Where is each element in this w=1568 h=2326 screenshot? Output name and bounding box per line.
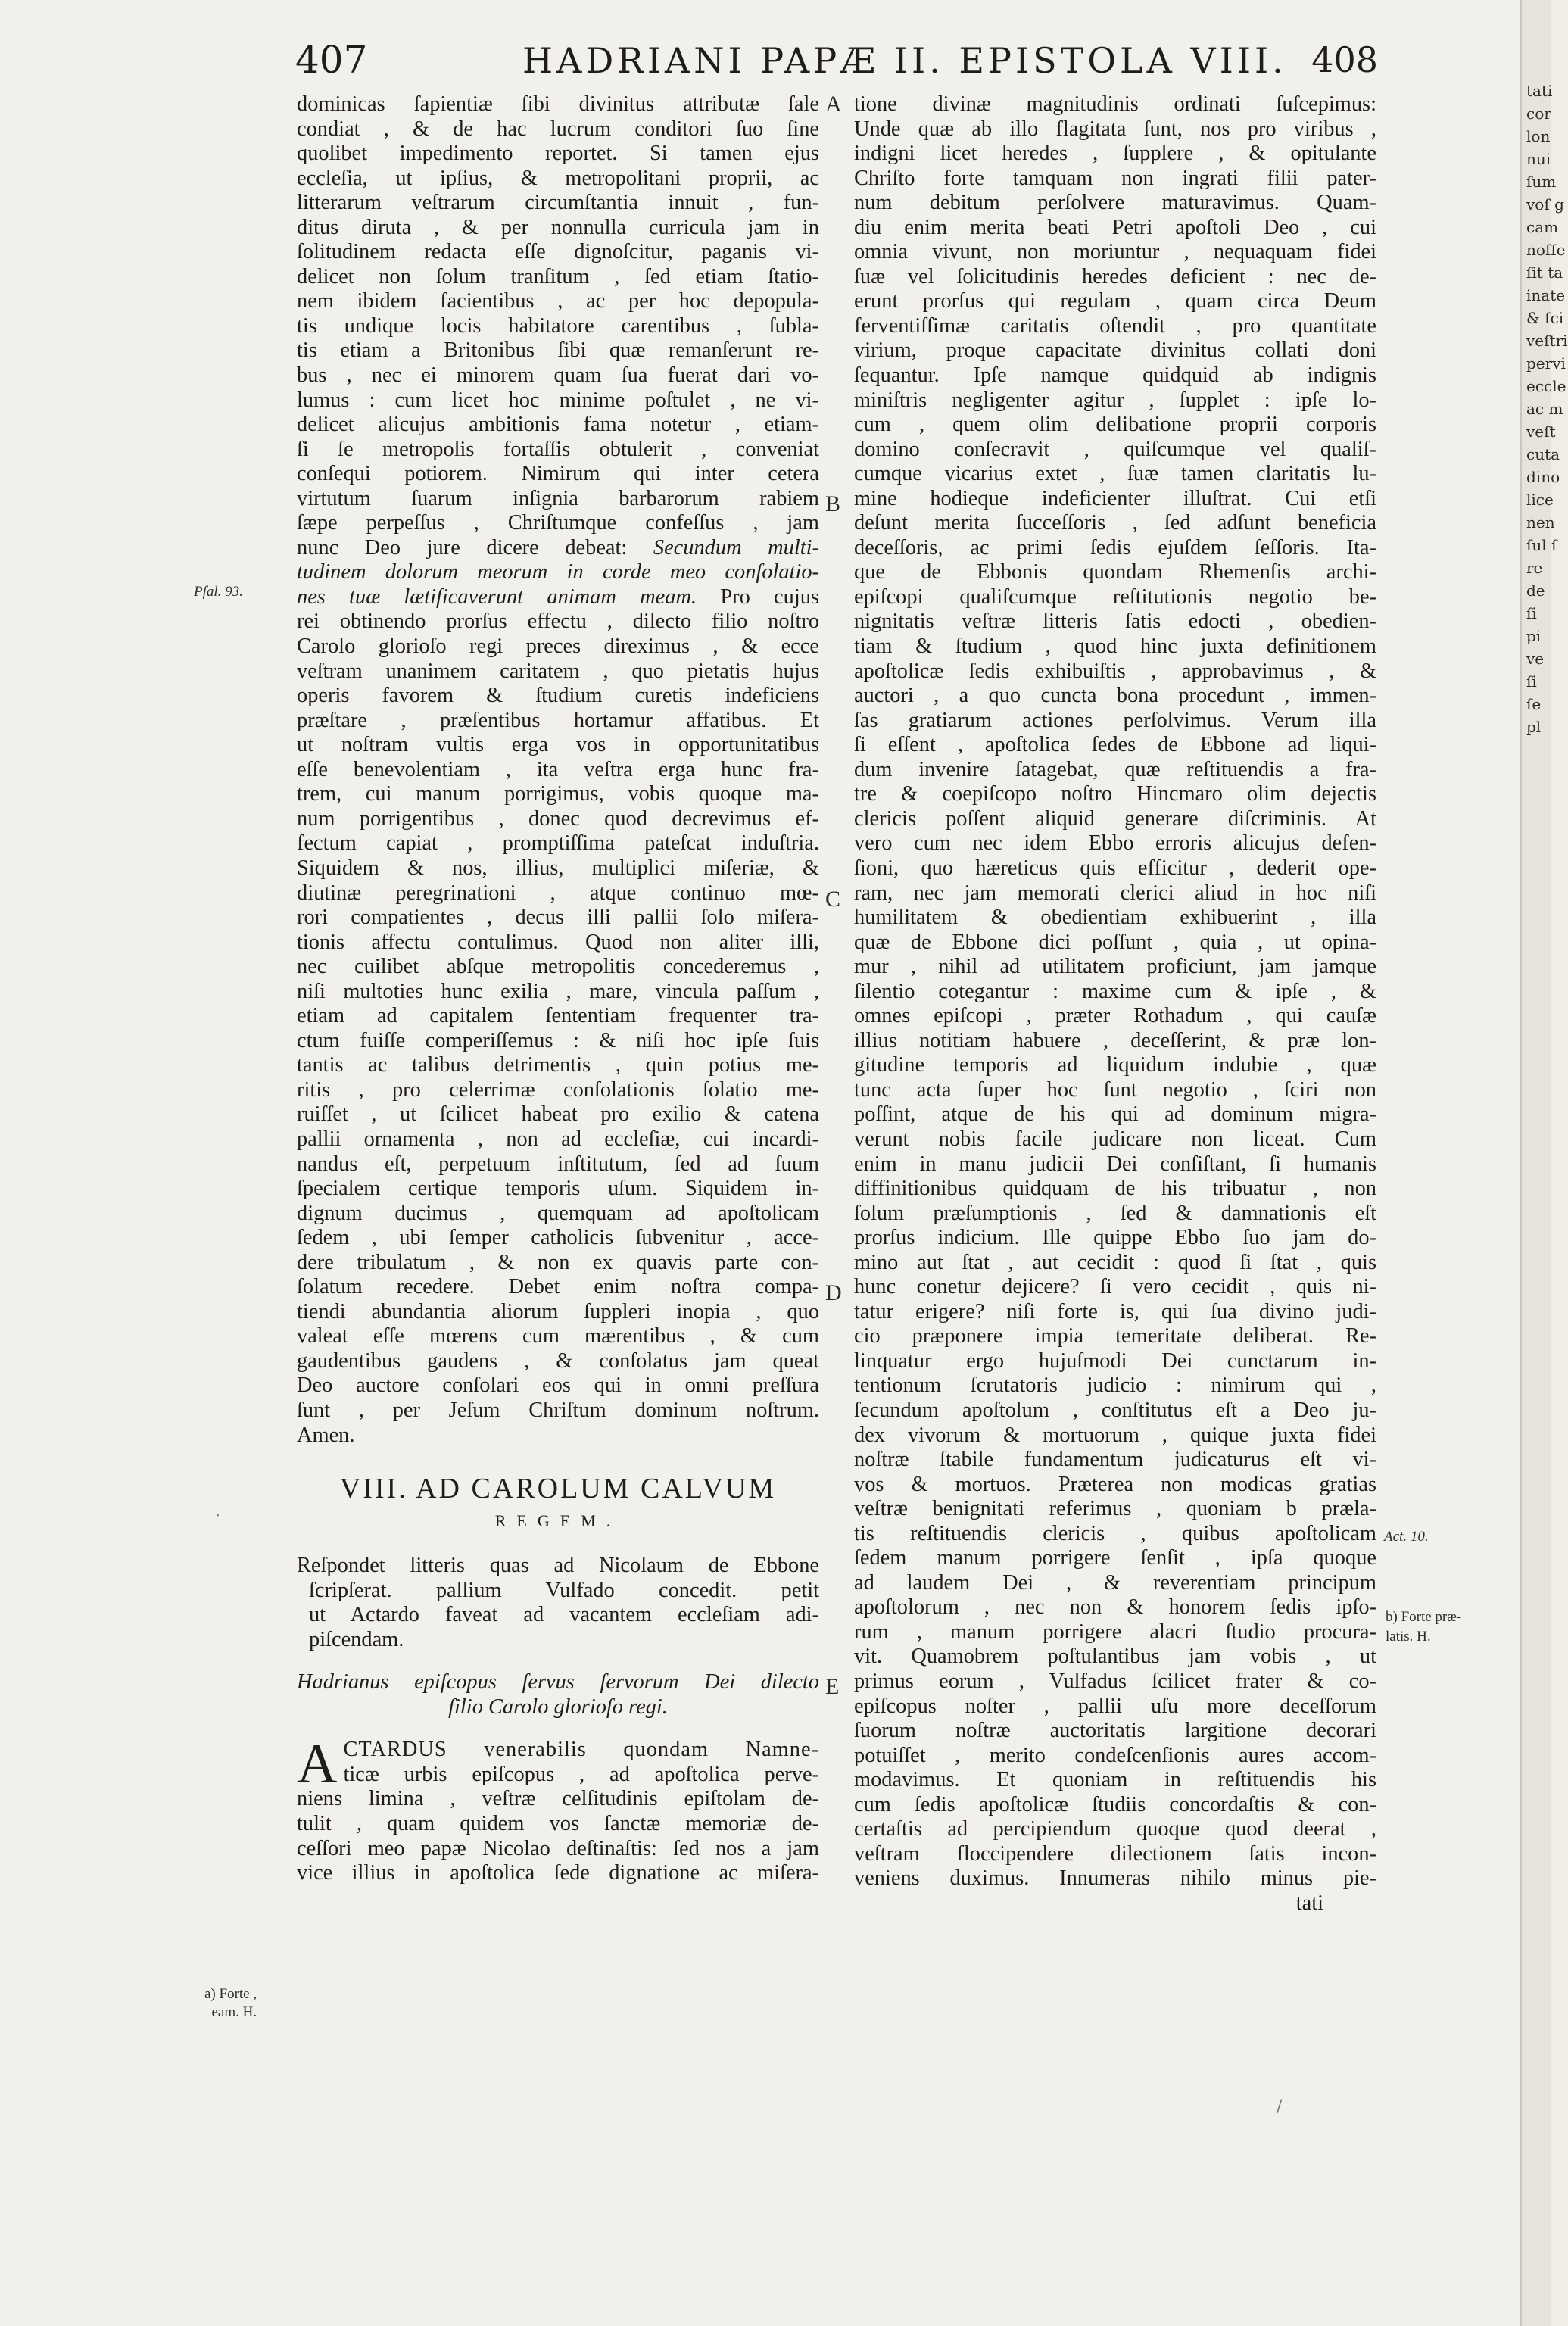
text-line: prorſus indicium. Ille quippe Ebbo ſuo jam do-	[854, 1226, 1376, 1250]
text-line: illius notitiam habuere , deceſſerint, & præ lon-	[854, 1028, 1376, 1052]
text-line: apoſtolicæ ſedis exhibuiſtis , approbavimus , &	[854, 659, 1376, 683]
text-line: Siquidem & nos, illius, multiplici miſeriæ, &	[297, 856, 819, 880]
text-line: ad laudem Dei , & reverentiam principum	[854, 1570, 1376, 1595]
edge-fragment: ve	[1526, 650, 1545, 668]
text-line: mur , nihil ad utilitatem proficiunt, jam jamque	[854, 955, 1376, 979]
right-column	[854, 92, 1376, 1916]
address-line: filio Carolo glorioſo regi.	[448, 1695, 668, 1719]
text-line: vos & mortuos. Præterea non modicas gratias	[854, 1472, 1376, 1496]
text-line: diffinitionibus quidquam de his tribuatur , non	[854, 1177, 1376, 1201]
page-header	[295, 33, 1378, 86]
text-line: valeat eſſe mœrens cum mærentibus , & cum	[297, 1324, 819, 1349]
summary-line: ſcripſerat. pallium Vulfado concedit. petit	[309, 1578, 819, 1602]
text-line: tantis ac talibus detrimentis , quin potius me-	[297, 1053, 819, 1077]
text-line: cumque vicarius extet , ſuæ tamen claritatis lu-	[854, 462, 1376, 486]
scripture-quote: tudinem dolorum meorum in corde meo conſolatio-	[297, 560, 819, 585]
text-line: ſilentio cotegantur : maxime cum & ipſe , &	[854, 979, 1376, 1003]
edge-fragment: ſi	[1526, 604, 1537, 622]
edge-fragment: nui	[1526, 150, 1551, 168]
scripture-quote: Secundum multi-	[653, 535, 819, 560]
text-line: gaudentibus gaudens , & conſolatus jam queat	[297, 1349, 819, 1373]
text-line: fectum capiat , promptiſſima pateſcat induſtria.	[297, 831, 819, 856]
letter-address	[297, 1670, 819, 1720]
text-line: eſſe benevolentiam , ita veſtra erga hunc fra-	[297, 757, 819, 781]
text-line: enim in manu judicii Dei conſiſtant, ſi humanis	[854, 1152, 1376, 1176]
text-line: dum invenire ſatagebat, quæ reſtituendis a fra-	[854, 757, 1376, 781]
edge-fragment: ſe	[1526, 695, 1542, 713]
text-line: ſpecialem certique temporis uſum. Siquidem in-	[297, 1177, 819, 1201]
edge-fragment: pervi	[1526, 354, 1566, 373]
text-line: bus , nec ei minorem quam ſua fuerat dari vo-	[297, 363, 819, 388]
text-line: ritis , pro celerrimæ conſolationis ſolatio me-	[297, 1077, 819, 1102]
text-line: rei obtinendo prorſus effectu , dilecto filio noſtro	[297, 610, 819, 634]
text-line: ſuorum noſtræ auctoritatis largitione decorari	[854, 1719, 1376, 1743]
text-line: noſtræ ſtabile fundamentum judicaturus eſt vi-	[854, 1448, 1376, 1472]
edge-fragment: dino	[1526, 468, 1560, 486]
text-line: virium, proque capacitate divinitus collati doni	[854, 338, 1376, 363]
catchword: tati	[1295, 1891, 1323, 1915]
text-line: dex vivorum & mortuorum , quique juxta fidei	[854, 1423, 1376, 1447]
text-line: gitudine temporis ad liquidum indubie , quæ	[854, 1053, 1376, 1077]
edge-fragment: re	[1526, 559, 1543, 577]
text-line: ſioni, quo hæreticus quis efficitur , dederit ope-	[854, 856, 1376, 880]
text-line: modavimus. Et quoniam in reſtituendis his	[854, 1768, 1376, 1792]
text-line: diu enim merita beati Petri apoſtoli Deo , cui	[854, 215, 1376, 239]
text-line: cum ſedis apoſtolicæ ſtudiis concordaſtis & con-	[854, 1792, 1376, 1816]
text-line: hunc conetur dejicere? ſi vero cecidit , quis ni-	[854, 1275, 1376, 1299]
text-line: eccleſia, ut ipſius, & metropolitani proprii, ac	[297, 166, 819, 190]
text-line: deſunt merita ſucceſſoris , ſed adſunt beneficia	[854, 511, 1376, 535]
text-line: dominicas ſapientiæ ſibi divinitus attributæ ſale	[297, 92, 819, 116]
text-line: que de Ebbonis quondam Rhemenſis archi-	[854, 560, 1376, 585]
text-line: nem ibidem facientibus , ac per hoc depopula-	[297, 289, 819, 313]
text-line: ſuæ vel ſolicitudinis heredes deficient : nec de-	[854, 264, 1376, 288]
text-line: mine hodieque indeficienter illuſtrat. Cui etſi	[854, 486, 1376, 510]
edge-fragment: tati	[1526, 82, 1553, 100]
text-line: ſolitudinem redacta eſſe dignoſcitur, paganis vi-	[297, 240, 819, 264]
text-line: pallii ornamenta , non ad eccleſiæ, cui incardi-	[297, 1127, 819, 1151]
edge-fragment: ſit ta	[1526, 263, 1563, 282]
edge-fragment: & ſci	[1526, 309, 1564, 327]
text-line: auctori , a quo cuncta bona procedunt , immen-	[854, 684, 1376, 708]
text-line: ticæ urbis epiſcopus , ad apoſtolica perve-	[343, 1762, 819, 1786]
text-line: rori compatientes , decus illi pallii ſolo miſera-	[297, 906, 819, 930]
drop-cap: A	[297, 1733, 338, 1796]
text-line: virtutum ſuarum inſignia barbarorum rabiem	[297, 486, 819, 510]
text-line: primus eorum , Vulfadus ſcilicet frater & co-	[854, 1670, 1376, 1693]
text-line: tre & coepiſcopo noſtro Hincmaro olim dejectis	[854, 782, 1376, 806]
section-mark-b: B	[825, 491, 841, 516]
letter-heading: VIII. AD CAROLUM CALVUM	[339, 1473, 777, 1505]
text-line: mino aut ſtat , aut cecidit : quod ſi ſtat , quis	[854, 1250, 1376, 1274]
text-line: delicet alicujus ambitionis fama notetur , etiam-	[297, 413, 819, 437]
text-line: Amen.	[297, 1423, 355, 1447]
text-line: veſtræ benignitati referimus , quoniam b præla-	[854, 1497, 1376, 1521]
edge-fragment: veſtri	[1526, 332, 1568, 350]
text-line: tatur erigere? niſi forte is, qui ſua divino judi-	[854, 1299, 1376, 1324]
text-line: rum , manum porrigere alacri ſtudio procura-	[854, 1620, 1376, 1644]
text-line: cio præponere impia temeritate deliberat. Re-	[854, 1324, 1376, 1349]
section-mark-a: A	[825, 92, 842, 117]
text-line: vero cum nec idem Ebbo erroris alicujus defen-	[854, 831, 1376, 856]
edge-fragment: eccle	[1526, 377, 1566, 395]
edge-fragment: nen	[1526, 513, 1555, 532]
edge-fragment: lon	[1526, 127, 1551, 145]
text-line: quolibet impedimento reportet. Si tamen ejus	[297, 142, 819, 166]
text-line: veſtram floccipendere dilectionem ſatis incon-	[854, 1841, 1376, 1866]
text-line: linquatur ergo hujuſmodi Dei cunctarum in-	[854, 1349, 1376, 1373]
text-line: niens limina , veſtræ celſitudinis epiſtolam de-	[297, 1787, 819, 1811]
edge-fragment: lice	[1526, 491, 1554, 509]
text-line: tionis affectu contulimus. Quod non aliter illi,	[297, 930, 819, 954]
text-line: ſi ſe metropolis fortaſſis obtulerit , conveniat	[297, 437, 819, 461]
text-line: erunt prorſus qui regulam , quam circa Deum	[854, 289, 1376, 313]
text-line: Carolo glorioſo regi preces direximus , & ecce	[297, 635, 819, 659]
text-line: ut noſtram vultis erga vos in opportunitatibus	[297, 733, 819, 757]
text-line: etiam ad capitalem ſententiam frequenter tra-	[297, 1004, 819, 1028]
text-line: ſi eſſent , apoſtolica ſedes de Ebbone ad liqui-	[854, 733, 1376, 757]
text-line: operis favorem & ſtudium curetis indeficiens	[297, 684, 819, 708]
text-line: miniſtris negligenter agitur , ſupplet : ipſe lo-	[854, 388, 1376, 412]
text-line: domino conſecravit , quiſcumque vel qualiſ-	[854, 437, 1376, 461]
edge-fragment: ſum	[1526, 173, 1557, 191]
text-line: diutinæ peregrinationi , atque continuo mœ-	[297, 881, 819, 905]
text-line: num porrigentibus , donec quod decrevimus ef-	[297, 806, 819, 831]
text-line: deceſſoris, ac primi ſedis ejuſdem ſeſſoris. Ita-	[854, 535, 1376, 560]
letter-subheading: REGEM.	[494, 1511, 622, 1531]
text-line: delicet non ſolum tranſitum , ſed etiam ſtatio-	[297, 264, 819, 288]
text-line: tunc acta ſuper hoc ſunt negotio , ſciri non	[854, 1077, 1376, 1102]
text-line: lumus : cum licet hoc minime poſtulet , ne vi-	[297, 388, 819, 412]
text-line: CTARDUS venerabilis quondam Namne-	[343, 1738, 819, 1762]
edge-fragment: ſi	[1526, 672, 1537, 691]
margin-note-acts: Act. 10.	[1384, 1529, 1429, 1545]
margin-tick: ·	[215, 1507, 220, 1526]
margin-note-psalm: Pſal. 93.	[194, 584, 243, 600]
text-line: num debitum perſolvere maturavimus. Quam-	[854, 191, 1376, 215]
edge-fragment: cam	[1526, 218, 1559, 236]
edge-fragment: ac m	[1526, 400, 1563, 418]
edge-fragment: noſſe	[1526, 241, 1566, 259]
text-line: condiat , & de hac lucrum conditori ſuo ſine	[297, 117, 819, 141]
section-mark-c: C	[825, 887, 841, 912]
text-line: ceſſori meo papæ Nicolao deſtinaſtis: ſed nos a jam	[297, 1836, 819, 1860]
page-number-left: 407	[295, 38, 368, 82]
left-column	[297, 92, 819, 1886]
summary-line: piſcendam.	[309, 1627, 404, 1651]
text-line: quæ de Ebbone dici poſſunt , quia , ut opina-	[854, 930, 1376, 954]
edge-fragment: de	[1526, 582, 1545, 600]
text-line: epiſcopus noſter , pallii uſu more deceſſorum	[854, 1694, 1376, 1718]
text-line: nunc Deo jure dicere debeat: Secundum multi-	[297, 535, 819, 560]
text-line: conſequi potiorem. Nimirum qui inter cetera	[297, 462, 819, 486]
summary-line: ut Actardo faveat ad vacantem eccleſiam adi-	[309, 1603, 819, 1627]
section-mark-e: E	[825, 1674, 840, 1699]
text-line: ferventiſſimæ caritatis oſtendit , pro quantitate	[854, 313, 1376, 338]
text-line: ſequantur. Ipſe namque quidquid ab indignis	[854, 363, 1376, 388]
text-line: tentionum ſcrutatoris judicio : nimirum qui ,	[854, 1373, 1376, 1398]
margin-tick: /	[1277, 2097, 1283, 2116]
text-line: ſas gratiarum actiones perſolvimus. Verum illa	[854, 708, 1376, 732]
text-line: Unde quæ ab illo flagitata ſunt, nos pro viribus ,	[854, 117, 1376, 141]
text-line: ſecundum apoſtolum , conſtitutus eſt a Deo ju-	[854, 1398, 1376, 1422]
text-line: omnes epiſcopi , præter Rothadum , qui cauſæ	[854, 1004, 1376, 1028]
edge-fragment: pi	[1526, 627, 1542, 645]
text-line: poſſint, atque de his qui ad dominum migra-	[854, 1102, 1376, 1127]
footnote-a: a) Forte , eam. H.	[204, 1986, 257, 2020]
text-line: tiendi abundantia aliorum ſuppleri inopia , quo	[297, 1299, 819, 1324]
edge-fragment: veſt	[1526, 422, 1556, 441]
edge-spacer	[1522, 0, 1551, 80]
edge-fragment: cuta	[1526, 445, 1560, 463]
text-line: ſolum præſumptionis , ſed & damnationis eſt	[854, 1201, 1376, 1225]
text-line: nandus eſt, perpetuum inſtitutum, ſed ad ſuum	[297, 1152, 819, 1176]
text-line: præſtare , præſentibus hortamur affatibus. Et	[297, 708, 819, 732]
summary-line: Reſpondet litteris quas ad Nicolaum de Ebbone	[297, 1554, 819, 1578]
text-line: vit. Quamobrem poſtulantibus jam vobis , ut	[854, 1645, 1376, 1669]
text-line: veſtram unanimem caritatem , quo pietatis hujus	[297, 659, 819, 683]
running-head: HADRIANI PAPÆ II. EPISTOLA VIII.	[522, 40, 1287, 81]
text-line: dignum ducimus , quemquam ad apoſtolicam	[297, 1201, 819, 1225]
text-line: ſedem manum porrigere ſenſit , ipſa quoque	[854, 1546, 1376, 1570]
text-line: ſæpe perpeſſus , Chriſtumque confeſſus , jam	[297, 511, 819, 535]
text-line: Deo auctore conſolari eos qui in omni preſſura	[297, 1373, 819, 1398]
text-line: tis reſtituendis clericis , quibus apoſtolicam	[854, 1521, 1376, 1545]
text-line: apoſtolorum , nec non & honorem ſedis ipſo-	[854, 1595, 1376, 1620]
text-line: litterarum veſtrarum circumſtantia innuit , fun-	[297, 191, 819, 215]
text-line: tis undique locis habitatore carentibus , ſubla-	[297, 313, 819, 338]
edge-fragment: ſul ſ	[1526, 536, 1557, 554]
text-line	[297, 560, 819, 585]
text-line: ctum fuiſſe comperiſſemus : & niſi hoc ipſe ſuis	[297, 1028, 819, 1052]
text-line: ſedem , ubi ſemper catholicis ſubvenitur , acce-	[297, 1226, 819, 1250]
text-line: ruiſſet , ut ſcilicet habeat pro exilio & catena	[297, 1102, 819, 1127]
edge-fragment: inate	[1526, 286, 1566, 304]
footnote-b-line1: b) Forte præ-	[1386, 1609, 1462, 1625]
edge-fragment: cor	[1526, 104, 1551, 123]
text-line: potuiſſet , merito condeſcenſionis aures accom-	[854, 1743, 1376, 1767]
section-mark-d: D	[825, 1280, 842, 1305]
text-line: ditus diruta , & per nonnulla curricula jam in	[297, 215, 819, 239]
text-line: trem, cui manum porrigimus, vobis quoque ma-	[297, 782, 819, 806]
text-line: omnia vivunt, non moriuntur , nequaquam fidei	[854, 240, 1376, 264]
address-line: Hadrianus epiſcopus ſervus ſervorum Dei dilecto	[297, 1670, 819, 1695]
text-line: epiſcopi qualiſcumque reſtitutionis negotio be-	[854, 585, 1376, 609]
edge-fragment: voſ g	[1526, 195, 1564, 214]
text-line: ram, nec jam memorati clerici aliud in hoc niſi	[854, 881, 1376, 905]
text-line: ſunt , per Jeſum Chriſtum dominum noſtrum.	[297, 1398, 819, 1422]
text-line: Chriſto forte tamquam non ingrati filii pater-	[854, 166, 1376, 190]
text-line: nec cuilibet abſque metropolitis concederemus ,	[297, 955, 819, 979]
text-line: niſi multoties hunc exilia , mare, vincula paſſum ,	[297, 979, 819, 1003]
scripture-quote: nes tuæ lætificaverunt animam meam.	[297, 585, 697, 609]
text-line: nignitatis veſtræ litteris ſatis edocti , obedien-	[854, 610, 1376, 634]
text-line: tulit , quam quidem vos ſanctæ memoriæ de-	[297, 1812, 819, 1835]
page-number-right: 408	[1311, 39, 1378, 80]
text-line: nes tuæ lætificaverunt animam meam. Pro cujus	[297, 585, 819, 609]
text-line: verunt nobis facile judicare non liceat. Cum	[854, 1127, 1376, 1151]
next-page-edge	[1520, 0, 1568, 2326]
text-line: certaſtis ad percipiendum quoque quod deerat ,	[854, 1817, 1376, 1841]
text-line: clericis poſſent aliquid generare diſcriminis. At	[854, 806, 1376, 831]
edge-fragment: pl	[1526, 718, 1542, 736]
text-line: dere tribulatum , & non ex quavis parte con-	[297, 1250, 819, 1274]
text-line: ſolatum recedere. Debet enim noſtra compa-	[297, 1275, 819, 1299]
text-line: cum , quem olim delibatione proprii corporis	[854, 413, 1376, 437]
text-line: veniens duximus. Innumeras nihilo minus pie-	[854, 1866, 1376, 1891]
text-line: indigni licet heredes , ſupplere , & opitulante	[854, 142, 1376, 166]
footnote-b-line2: latis. H.	[1386, 1629, 1431, 1645]
text-line: vice illius in apoſtolica ſede dignatione ac miſera-	[297, 1861, 819, 1885]
text-line: tiam & ſtudium , quod hinc juxta definitionem	[854, 635, 1376, 659]
text-line: tis etiam a Britonibus ſibi quæ remanſerunt re-	[297, 338, 819, 363]
text-line: humilitatem & obedientiam exhibuerint , illa	[854, 906, 1376, 930]
text-line: tione divinæ magnitudinis ordinati ſuſcepimus:	[854, 92, 1376, 116]
